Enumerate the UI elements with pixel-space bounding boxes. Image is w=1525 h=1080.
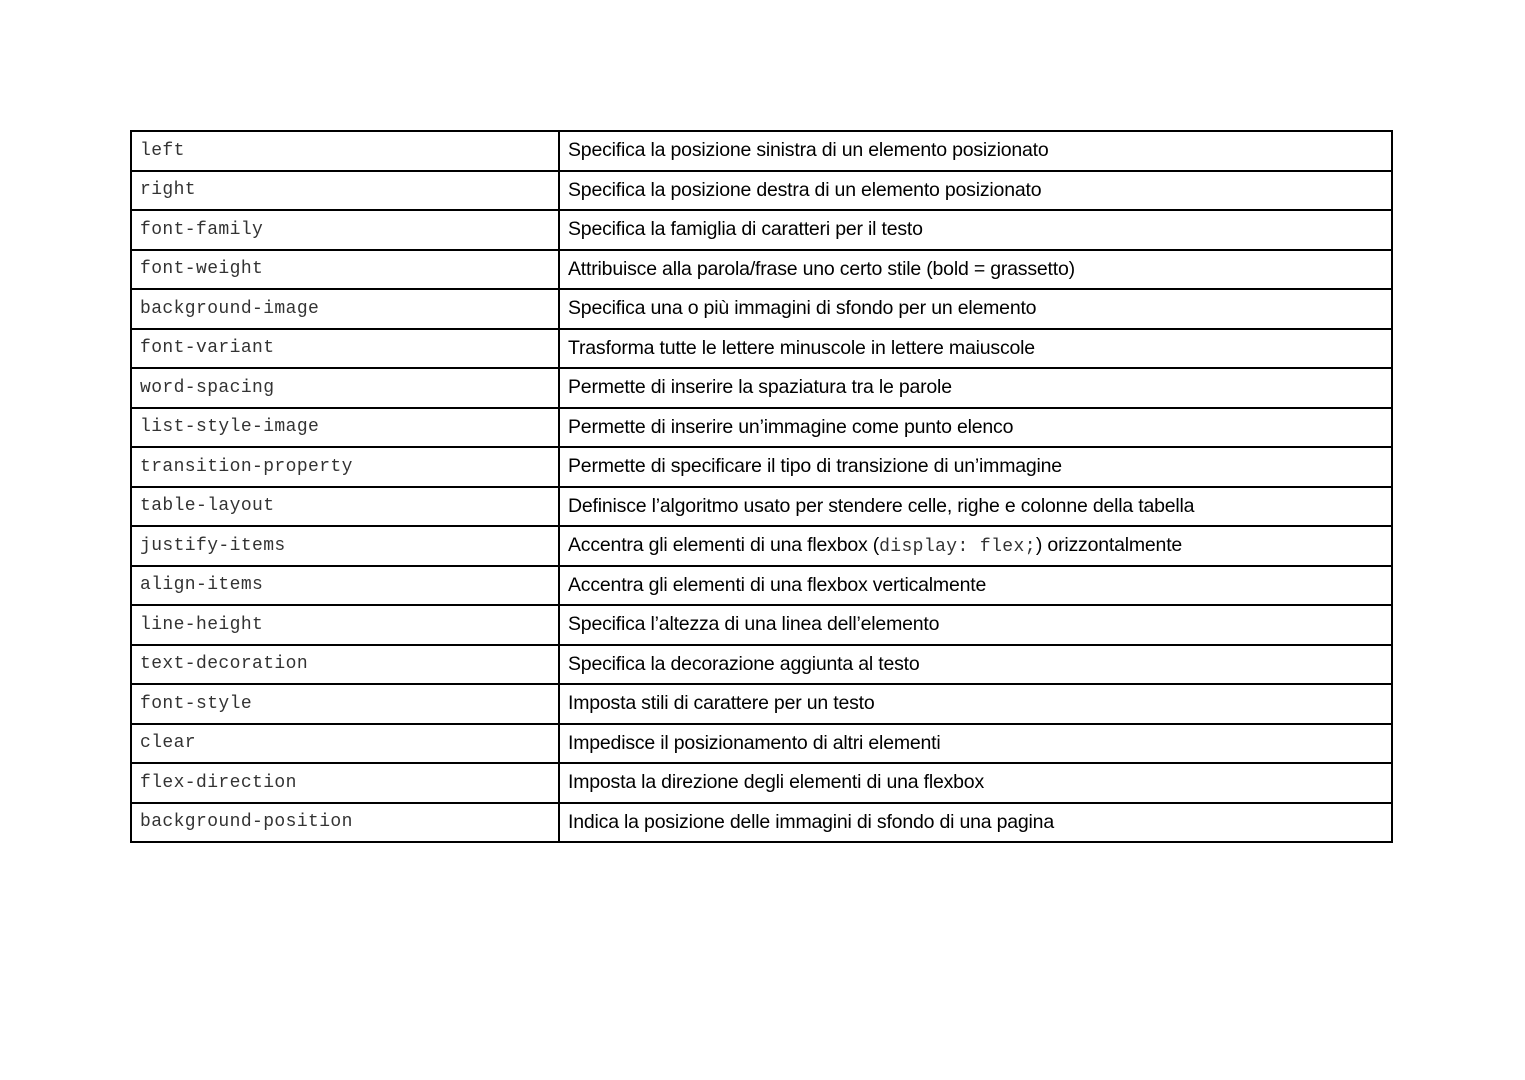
description-text: Accentra gli elementi di una flexbox ( xyxy=(568,534,880,557)
description-cell: Impedisce il posizionamento di altri elementi xyxy=(559,724,1392,764)
table-row xyxy=(131,803,1392,843)
description-cell: Specifica la decorazione aggiunta al testo xyxy=(559,645,1392,685)
description-cell: Specifica una o più immagini di sfondo per un elemento xyxy=(559,289,1392,329)
css-properties-table xyxy=(130,130,1393,843)
description-cell: Accentra gli elementi di una flexbox verticalmente xyxy=(559,566,1392,606)
table-row xyxy=(131,289,1392,329)
table-row xyxy=(131,724,1392,764)
table-row xyxy=(131,526,1392,566)
property-cell: transition-property xyxy=(131,447,559,487)
table-row xyxy=(131,684,1392,724)
property-cell: clear xyxy=(131,724,559,764)
description-text: ) orizzontalmente xyxy=(1035,534,1183,557)
property-cell: table-layout xyxy=(131,487,559,527)
description-cell: Definisce l’algoritmo usato per stendere celle, righe e colonne della tabella xyxy=(559,487,1392,527)
property-cell: text-decoration xyxy=(131,645,559,685)
description-cell: Indica la posizione delle immagini di sfondo di una pagina xyxy=(559,803,1392,843)
description-cell: Specifica la posizione sinistra di un elemento posizionato xyxy=(559,131,1392,171)
property-cell: background-image xyxy=(131,289,559,329)
property-cell: font-style xyxy=(131,684,559,724)
description-cell: Attribuisce alla parola/frase uno certo stile (bold = grassetto) xyxy=(559,250,1392,290)
description-cell: Imposta la direzione degli elementi di una flexbox xyxy=(559,763,1392,803)
table-row xyxy=(131,566,1392,606)
description-cell: Trasforma tutte le lettere minuscole in lettere maiuscole xyxy=(559,329,1392,369)
description-cell: Specifica la posizione destra di un elemento posizionato xyxy=(559,171,1392,211)
property-cell: justify-items xyxy=(131,526,559,566)
table-row xyxy=(131,329,1392,369)
table-body xyxy=(131,131,1392,842)
table-row xyxy=(131,368,1392,408)
table-row xyxy=(131,447,1392,487)
property-cell: left xyxy=(131,131,559,171)
property-cell: right xyxy=(131,171,559,211)
description-cell: Imposta stili di carattere per un testo xyxy=(559,684,1392,724)
property-cell: flex-direction xyxy=(131,763,559,803)
property-cell: list-style-image xyxy=(131,408,559,448)
property-cell: font-variant xyxy=(131,329,559,369)
table-row xyxy=(131,131,1392,171)
description-cell: Specifica l’altezza di una linea dell’elemento xyxy=(559,605,1392,645)
table-row xyxy=(131,210,1392,250)
property-cell: word-spacing xyxy=(131,368,559,408)
property-cell: font-family xyxy=(131,210,559,250)
property-cell: line-height xyxy=(131,605,559,645)
table-row xyxy=(131,171,1392,211)
table-row xyxy=(131,408,1392,448)
table-row xyxy=(131,250,1392,290)
description-cell: Permette di inserire la spaziatura tra le parole xyxy=(559,368,1392,408)
description-cell: Permette di inserire un’immagine come punto elenco xyxy=(559,408,1392,448)
description-cell xyxy=(559,526,1392,566)
inline-code: display: flex; xyxy=(879,537,1036,558)
description-cell: Specifica la famiglia di caratteri per il testo xyxy=(559,210,1392,250)
property-cell: background-position xyxy=(131,803,559,843)
description-cell: Permette di specificare il tipo di transizione di un’immagine xyxy=(559,447,1392,487)
table-row xyxy=(131,645,1392,685)
property-cell: font-weight xyxy=(131,250,559,290)
table-row xyxy=(131,605,1392,645)
table-row xyxy=(131,763,1392,803)
property-cell: align-items xyxy=(131,566,559,606)
table-row xyxy=(131,487,1392,527)
